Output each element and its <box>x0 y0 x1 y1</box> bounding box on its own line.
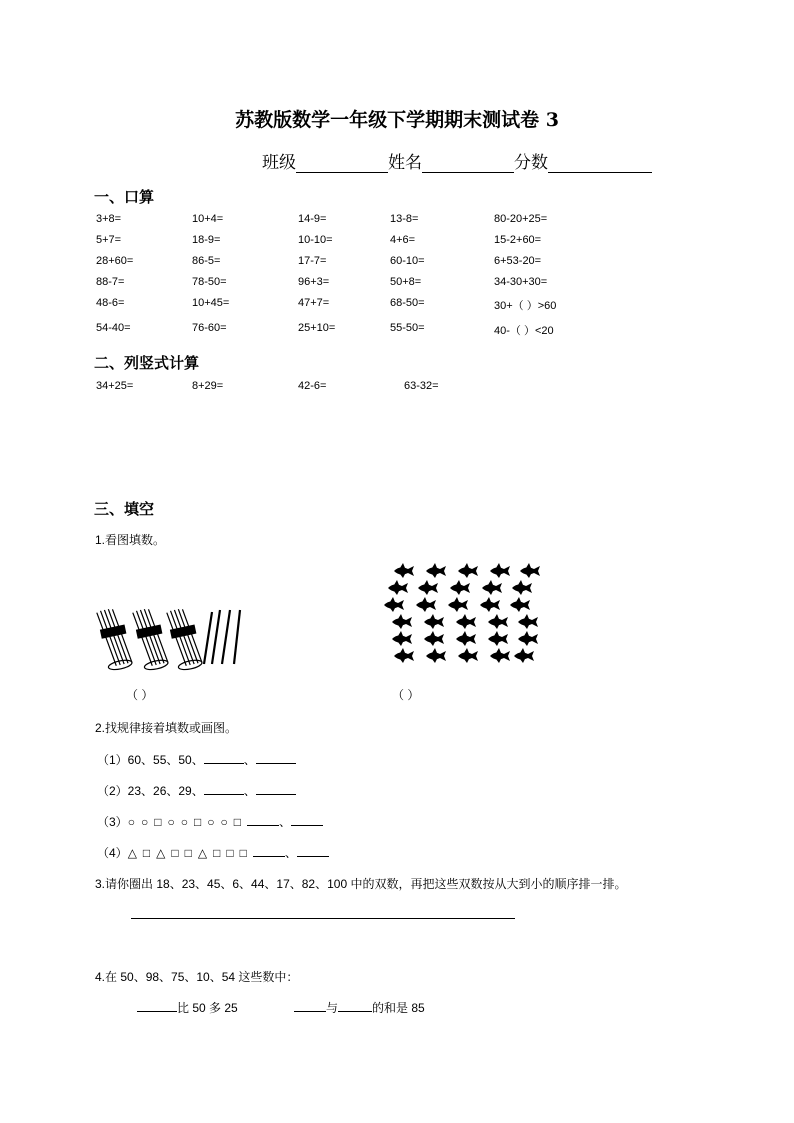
pattern-shape: □ <box>213 846 221 860</box>
single-sticks-icon <box>204 610 240 664</box>
score-label: 分数 <box>514 153 548 173</box>
answer-blank[interactable] <box>297 846 329 857</box>
oral-calc-item: 86-5= <box>192 255 221 267</box>
oral-calc-item: 28+60= <box>96 255 134 267</box>
pattern-shape: ○ <box>140 815 149 829</box>
bundle-icon <box>133 607 169 672</box>
vertical-calc-item: 8+29= <box>192 380 224 392</box>
oral-calc-item: 18-9= <box>192 234 221 246</box>
name-label: 姓名 <box>388 153 422 173</box>
pattern-shape: □ <box>184 846 192 860</box>
fish-icon <box>518 631 538 646</box>
fish-icon <box>512 580 532 595</box>
fish-icon <box>394 648 414 663</box>
pattern-shape: ○ <box>127 815 135 829</box>
vertical-calc-item: 42-6= <box>298 380 327 392</box>
pattern-row-4: （4）△ □ △ □ □ △ □ □ □ 、 <box>97 844 329 861</box>
pattern-shape: ○ <box>167 815 175 829</box>
vertical-calc-item: 63-32= <box>404 380 439 392</box>
oral-calc-item: 34-30+30= <box>494 276 548 288</box>
pattern-row-1: （1）60、55、50、 、 <box>97 751 296 768</box>
oral-calc-item: 55-50= <box>390 322 425 334</box>
pattern-shape: ○ <box>207 815 215 829</box>
q4-text: 4.在 50、98、75、10、54 这些数中： <box>95 970 299 984</box>
q2-text: 2.找规律接着填数或画图。 <box>95 721 238 735</box>
class-label: 班级 <box>262 153 296 173</box>
pattern-shape: □ <box>233 815 241 829</box>
fish-icon <box>418 580 438 595</box>
student-info-line <box>262 148 652 173</box>
fish-icon <box>480 597 500 612</box>
fish-icon <box>388 580 408 595</box>
q4-part2: 与 的和是 85 <box>294 999 425 1016</box>
oral-calc-item: 4+6= <box>390 234 416 246</box>
oral-calc-item: 50+8= <box>390 276 422 288</box>
answer-blank[interactable] <box>291 815 323 826</box>
pattern-shape: △ <box>197 846 208 860</box>
answer-blank[interactable] <box>338 1001 372 1012</box>
fish-icon <box>426 648 446 663</box>
oral-calc-item: 10-10= <box>298 234 333 246</box>
pattern-shape: □ <box>226 846 234 860</box>
oral-calc-item: 25+10= <box>298 322 336 334</box>
fish-group-image <box>380 560 540 672</box>
oral-calc-item: 17-7= <box>298 255 327 267</box>
oral-calc-item: 80-20+25= <box>494 213 548 225</box>
bundle-icon <box>97 607 133 672</box>
oral-calc-item: 88-7= <box>96 276 125 288</box>
fish-icon <box>518 614 538 629</box>
page-title: 苏教版数学一年级下学期期末测试卷 3 <box>235 109 559 131</box>
pattern-shape: □ <box>171 846 179 860</box>
oral-calc-item: 60-10= <box>390 255 425 267</box>
pattern-shape: △ <box>127 846 137 860</box>
oral-calc-item: 10+45= <box>192 297 230 309</box>
answer-blank[interactable] <box>294 1001 326 1012</box>
pattern-shape: ○ <box>180 815 188 829</box>
fish-icon <box>458 648 478 663</box>
pattern-shape: □ <box>193 815 202 829</box>
oral-calc-item: 78-50= <box>192 276 227 288</box>
fish-icon <box>482 580 502 595</box>
fish-icon <box>448 597 468 612</box>
fish-icon <box>424 614 444 629</box>
oral-calc-item: 76-60= <box>192 322 227 334</box>
fish-icon <box>488 614 508 629</box>
fish-icon <box>514 648 534 663</box>
pattern-shape: ○ <box>220 815 228 829</box>
name-field[interactable] <box>422 154 514 173</box>
fish-icon <box>392 631 412 646</box>
fish-icon <box>426 563 446 578</box>
pattern-row-3: （3）○ ○ □ ○ ○ □ ○ ○ □ 、 <box>97 813 323 830</box>
oral-calc-item: 6+53-20= <box>494 255 542 267</box>
fish-icon <box>424 631 444 646</box>
oral-calc-item: 54-40= <box>96 322 131 334</box>
fish-icon <box>490 648 510 663</box>
oral-calc-item: 5+7= <box>96 234 122 246</box>
oral-calc-item: 48-6= <box>96 297 125 309</box>
q3-text: 3.请你圈出 18、23、45、6、44、17、82、100 中的双数，再把这些双数按从大到小的顺序排一排。 <box>95 877 627 891</box>
answer-blank[interactable] <box>253 846 285 857</box>
vertical-calc-item: 34+25= <box>96 380 134 392</box>
answer-blank[interactable] <box>256 753 296 764</box>
pattern-shape: □ <box>142 846 151 860</box>
oral-calc-item: 3+8= <box>96 213 122 225</box>
pattern-shape: △ <box>156 846 166 860</box>
answer-blank[interactable] <box>247 815 279 826</box>
fish-icon <box>520 563 540 578</box>
class-field[interactable] <box>296 154 388 173</box>
fish-icon <box>488 631 508 646</box>
pattern-shape: □ <box>154 815 162 829</box>
q4-part1: 比 50 多 25 <box>137 999 238 1016</box>
stick-bundles-image <box>92 600 252 672</box>
fish-icon <box>458 563 478 578</box>
fish-icon <box>416 597 436 612</box>
oral-calc-item: 47+7= <box>298 297 330 309</box>
oral-calc-item: 13-8= <box>390 213 419 225</box>
oral-calc-item: 40-（ ）<20 <box>494 325 554 337</box>
answer-blank[interactable] <box>204 784 244 795</box>
q1-answer-left[interactable]: （ ） <box>126 688 154 702</box>
bundle-icon <box>167 607 203 672</box>
fish-icon <box>456 631 476 646</box>
fish-icon <box>384 597 404 612</box>
fish-icon <box>490 563 510 578</box>
oral-calc-item: 14-9= <box>298 213 327 225</box>
answer-blank[interactable] <box>256 784 296 795</box>
section3-heading: 三、填空 <box>94 500 155 518</box>
answer-blank[interactable] <box>204 753 244 764</box>
section1-heading: 一、口算 <box>94 188 155 206</box>
section2-heading: 二、列竖式计算 <box>94 354 200 372</box>
q3-answer-line[interactable] <box>131 918 515 919</box>
score-field[interactable] <box>548 154 652 173</box>
oral-calc-item: 15-2+60= <box>494 234 542 246</box>
fish-icon <box>392 614 412 629</box>
pattern-row-2: （2）23、26、29、 、 <box>97 782 296 799</box>
q1-text: 1.看图填数。 <box>95 533 166 547</box>
fish-icon <box>456 614 476 629</box>
fish-icon <box>510 597 530 612</box>
fish-icon <box>394 563 414 578</box>
fish-icon <box>450 580 470 595</box>
oral-calc-item: 10+4= <box>192 213 224 225</box>
pattern-shape: □ <box>239 846 247 860</box>
oral-calc-item: 68-50= <box>390 297 425 309</box>
oral-calc-item: 96+3= <box>298 276 330 288</box>
oral-calc-item: 30+（ ）>60 <box>494 300 557 312</box>
q1-answer-right[interactable]: （ ） <box>392 688 420 702</box>
answer-blank[interactable] <box>137 1001 177 1012</box>
